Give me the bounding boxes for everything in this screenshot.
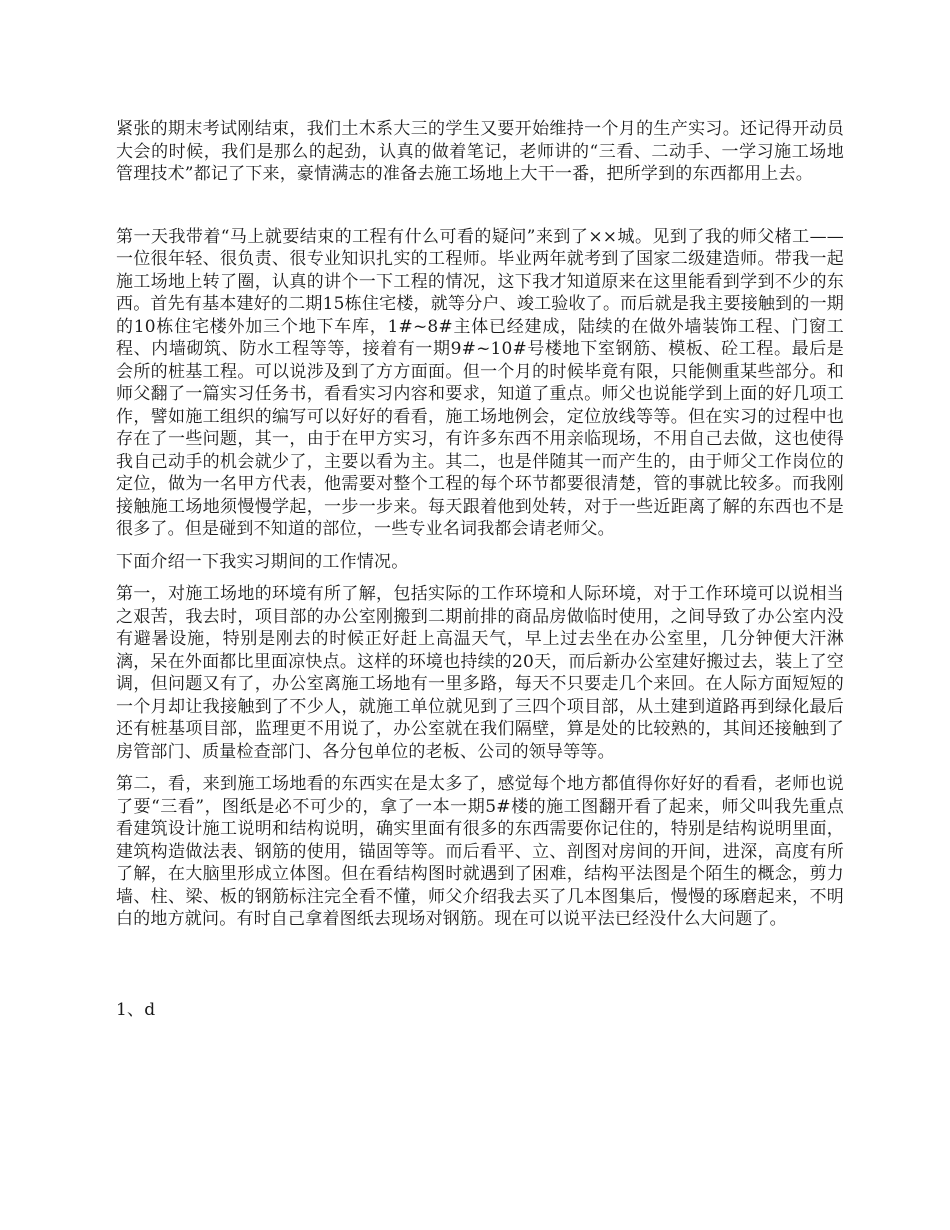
paragraph-intro: 紧张的期末考试刚结束，我们土木系大三的学生又要开始维持一个月的生产实习。还记得开动员大会的时候，我们是那么的起劲，认真的做着笔记，老师讲的“三看、二动手、一学习施工场地管理技术”都记了下来，豪情满志的准备去施工场地上大干一番，把所学到的东西都用上去。 [116, 119, 844, 184]
list-item-heading: 1、d [116, 999, 156, 1020]
paragraph-first-day: 第一天我带着“马上就要结束的工程有什么可看的疑问”来到了××城。见到了我的师父楮工——一位很年轻、很负责、很专业知识扎实的工程师。毕业两年就考到了国家二级建造师。带我一起施工场地上转了圈，认真的讲个一下工程的情况，这下我才知道原来在这里能看到学到不少的东西。首先有基本建好的二期15栋住宅楼，就等分户、竣工验收了。而后就是我主要接触到的一期的10栋住宅楼外加三个地下车库，1#~8#主体已经建成，陆续的在做外墙装饰工程、门窗工程、内墙砌筑、防水工程等等，接着有一期9#~10#号楼地下室钢筋、模板、砼工程。最后是会所的桩基工程。可以说涉及到了方方面面。但一个月的时候毕竟有限，只能侧重某些部分。和师父翻了一篇实习任务书，看看实习内容和要求，知道了重点。师父也说能学到上面的好几项工作，譬如施工组织的编写可以好好的看看，施工场地例会，定位放线等等。但在实习的过程中也存在了一些问题，其一，由于在甲方实习，有许多东西不用亲临现场，不用自己去做，这也使得我自己动手的机会就少了，主要以看为主。其二，也是伴随其一而产生的，由于师父工作岗位的定位，做为一名甲方代表，他需要对整个工程的每个环节都要很清楚，管的事就比较多。而我刚接触施工场地须慢慢学起，一步一步来。每天跟着他到处转，对于一些近距离了解的东西也不是很多了。但是碰到不知道的部位，一些专业名词我都会请老师父。 [116, 226, 844, 539]
paragraph-work-intro: 下面介绍一下我实习期间的工作情况。 [116, 551, 409, 572]
document-page [116, 118, 844, 1021]
paragraph-viewing: 第二，看，来到施工场地看的东西实在是太多了，感觉每个地方都值得你好好的看看，老师也说了要“三看”，图纸是必不可少的，拿了一本一期5#楼的施工图翻开看了起来，师父叫我先重点看建筑设计施工说明和结构说明，确实里面有很多的东西需要你记住的，特别是结构说明里面，建筑构造做法表、钢筋的使用，锚固等等。而后看平、立、剖图对房间的开间，进深，高度有所了解，在大脑里形成立体图。但在看结构图时就遇到了困难，结构平法图是个陌生的概念，剪力墙、柱、梁、板的钢筋标注完全看不懂，师父介绍我去买了几本图集后，慢慢的琢磨起来，不明白的地方就问。有时自己拿着图纸去现场对钢筋。现在可以说平法已经没什么大问题了。 [116, 774, 844, 929]
paragraph-environment: 第一，对施工场地的环境有所了解，包括实际的工作环境和人际环境，对于工作环境可以说相当之艰苦，我去时，项目部的办公室刚搬到二期前排的商品房做临时使用，之间导致了办公室内没有避暑设施，特别是刚去的时候正好赶上高温天气，早上过去坐在办公室里，几分钟便大汗淋漓，呆在外面都比里面凉快点。这样的环境也持续的20天，而后新办公室建好搬过去，装上了空调，但问题又有了，办公室离施工场地有一里多路，每天不只要走几个来回。在人际方面短短的一个月却让我接触到了不少人，就施工单位就见到了三四个项目部，从土建到道路再到绿化最后还有桩基项目部，监理更不用说了，办公室就在我们隔壁，算是处的比较熟的，其间还接触到了房管部门、质量检查部门、各分包单位的老板、公司的领导等等。 [116, 584, 844, 762]
